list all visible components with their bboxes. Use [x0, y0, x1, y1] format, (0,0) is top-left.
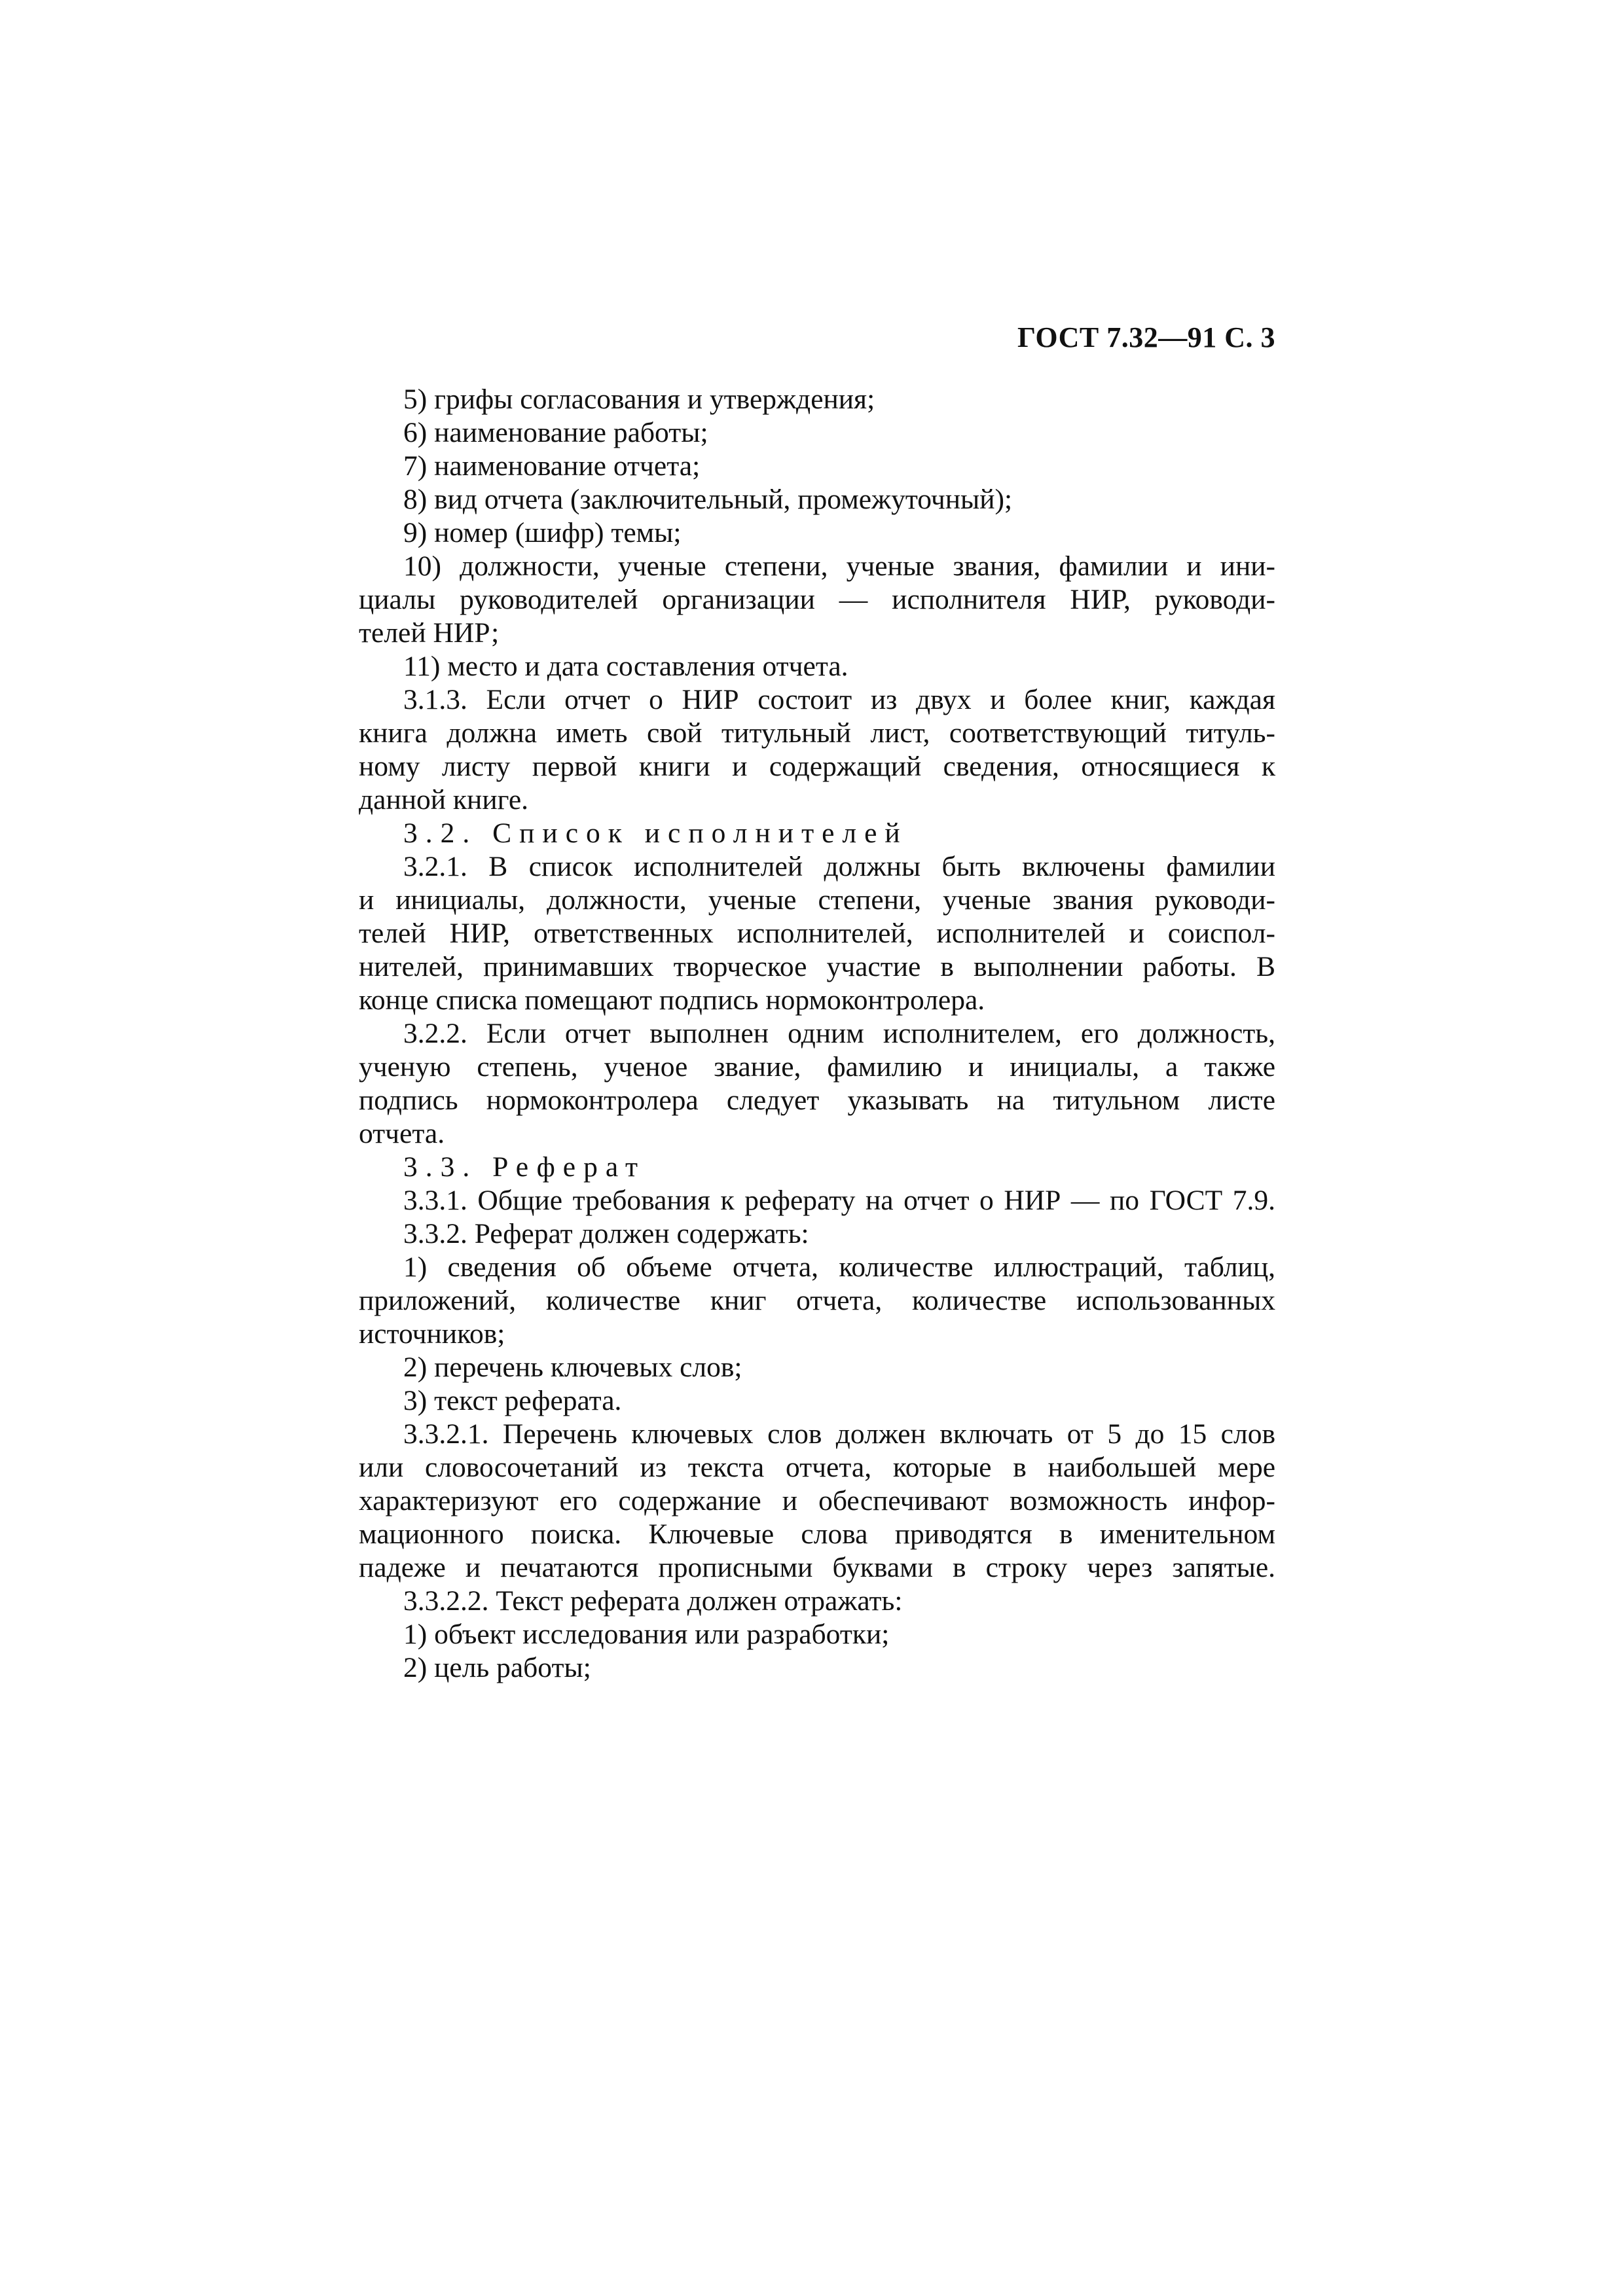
text-line: характеризуют его содержание и обеспечивают возможность инфор-: [359, 1485, 1275, 1516]
text-line: телей НИР, ответственных исполнителей, исполнителей и соиспол-: [359, 918, 1275, 949]
text-line: источников;: [359, 1318, 505, 1350]
text-line: 3.1.3. Если отчет о НИР состоит из двух и более книг, каждая: [403, 684, 1275, 715]
section-heading: 3.3. Реферат: [403, 1151, 646, 1183]
text-line: 11) место и дата составления отчета.: [403, 651, 848, 682]
text-line: 3) текст реферата.: [403, 1385, 622, 1416]
text-line: 6) наименование работы;: [403, 417, 708, 448]
text-line: 3.3.1. Общие требования к реферату на отчет о НИР — по ГОСТ 7.9.: [403, 1185, 1275, 1216]
text-line: 3.3.2. Реферат должен содержать:: [403, 1218, 809, 1249]
text-line: 2) перечень ключевых слов;: [403, 1352, 742, 1383]
text-line: ному листу первой книги и содержащий сведения, относящиеся к: [359, 751, 1275, 782]
text-line: 10) должности, ученые степени, ученые звания, фамилии и ини-: [403, 550, 1275, 582]
text-line: данной книге.: [359, 784, 529, 816]
text-line: приложений, количестве книг отчета, количестве использованных: [359, 1285, 1275, 1316]
text-line: 9) номер (шифр) темы;: [403, 517, 682, 548]
text-line: или словосочетаний из текста отчета, которые в наибольшей мере: [359, 1452, 1275, 1483]
text-line: книга должна иметь свой титульный лист, соответствующий титуль-: [359, 717, 1275, 749]
text-line: падеже и печатаются прописными буквами в строку через запятые.: [359, 1552, 1275, 1583]
text-line: 2) цель работы;: [403, 1652, 591, 1683]
text-line: 3.2.1. В список исполнителей должны быть включены фамилии: [403, 851, 1275, 882]
text-line: 5) грифы согласования и утверждения;: [403, 384, 875, 415]
section-heading: 3.2. Список исполнителей: [403, 817, 908, 849]
text-line: телей НИР;: [359, 617, 500, 649]
text-line: 8) вид отчета (заключительный, промежуточный);: [403, 484, 1013, 515]
text-line: и инициалы, должности, ученые степени, ученые звания руководи-: [359, 884, 1275, 916]
text-line: 1) объект исследования или разработки;: [403, 1619, 890, 1650]
text-line: ученую степень, ученое звание, фамилию и инициалы, а также: [359, 1051, 1275, 1083]
running-head: ГОСТ 7.32—91 С. 3: [1017, 321, 1275, 353]
text-line: 3.3.2.1. Перечень ключевых слов должен включать от 5 до 15 слов: [403, 1418, 1275, 1450]
text-line: нителей, принимавших творческое участие в выполнении работы. В: [359, 951, 1275, 982]
text-line: 3.2.2. Если отчет выполнен одним исполнителем, его должность,: [403, 1018, 1275, 1049]
text-line: 3.3.2.2. Текст реферата должен отражать:: [403, 1585, 903, 1617]
text-line: 7) наименование отчета;: [403, 450, 701, 482]
text-line: циалы руководителей организации — исполнителя НИР, руководи-: [359, 584, 1275, 615]
text-line: подпись нормоконтролера следует указывать на титульном листе: [359, 1085, 1275, 1116]
text-line: отчета.: [359, 1118, 445, 1149]
text-line: мационного поиска. Ключевые слова приводятся в именительном: [359, 1518, 1275, 1550]
text-line: конце списка помещают подпись нормоконтролера.: [359, 984, 985, 1016]
text-line: 1) сведения об объеме отчета, количестве иллюстраций, таблиц,: [403, 1251, 1275, 1283]
document-body: [359, 383, 1275, 1685]
